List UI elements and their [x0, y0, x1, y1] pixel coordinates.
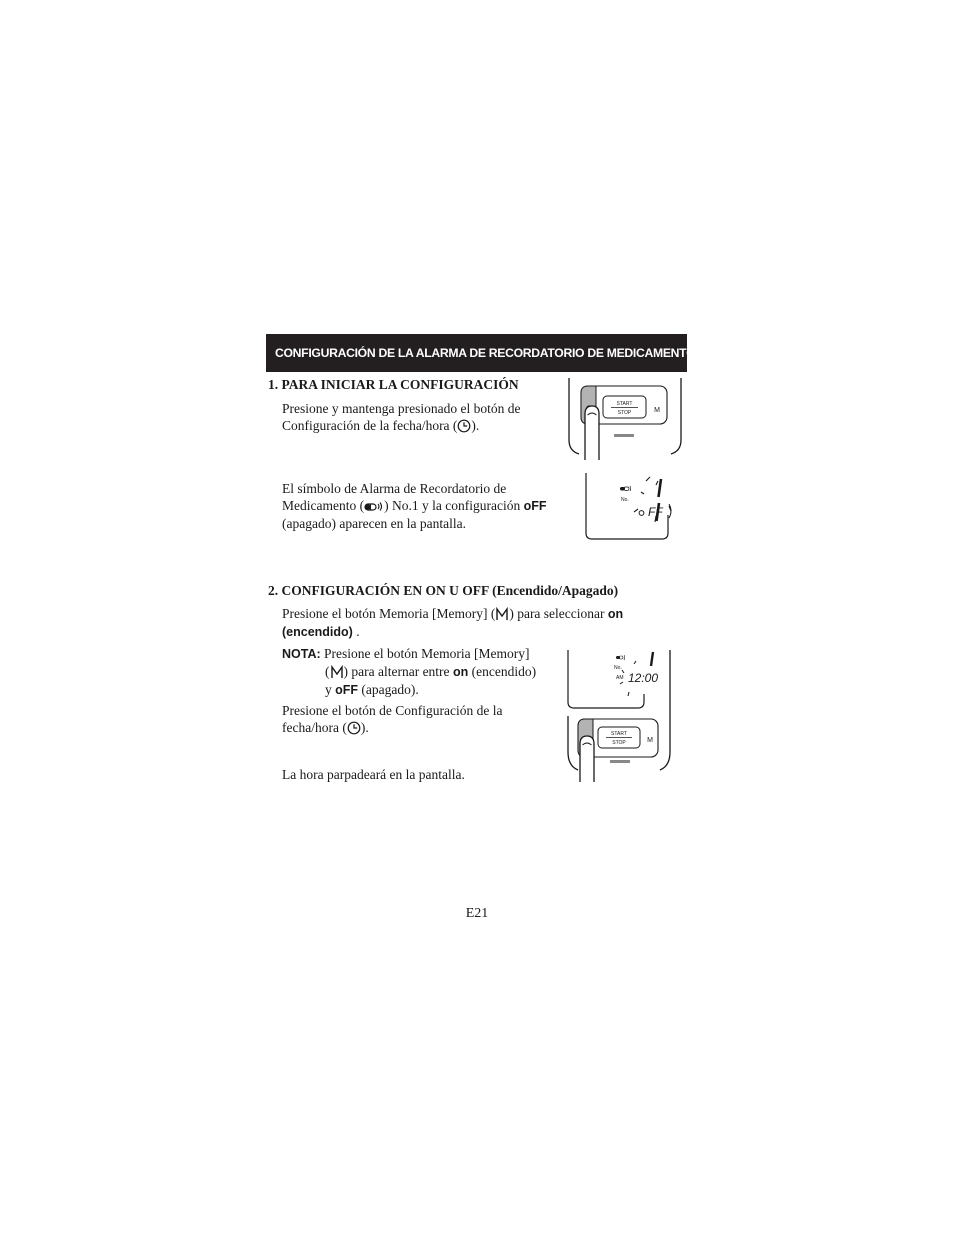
device-button-press-figure-1: [565, 378, 685, 460]
display-time-text: 12:00: [628, 671, 659, 685]
clock-icon: [457, 419, 471, 433]
step2-heading: 2. CONFIGURACIÓN EN ON U OFF (Encendido/Apagado): [268, 583, 619, 598]
memory-m-icon: [330, 665, 344, 679]
am-label: AM: [616, 675, 624, 681]
time-blink-text: La hora parpadeará en la pantalla.: [282, 767, 465, 782]
memory-m-icon: [495, 607, 509, 621]
display-figure-off: [584, 473, 676, 541]
note-line2: ( ) para alternar entre on (encendido): [325, 664, 537, 679]
step1-p1-line1: Presione y mantenga presionado el botón de: [282, 401, 521, 416]
page-number: E21: [465, 906, 489, 921]
note-label: NOTA:: [282, 647, 321, 661]
step2-note: [282, 645, 536, 699]
clock-icon: [347, 721, 361, 735]
display-off-text: FF: [648, 505, 663, 519]
note-line1: NOTA: Presione el botón Memoria [Memory]: [282, 646, 530, 661]
step1-p2-line3: (apagado) aparecen en la pantalla.: [282, 516, 467, 531]
note-line3: y oFF (apagado).: [325, 682, 419, 697]
off-setting-text: oFF: [523, 499, 547, 513]
step1-paragraph1: [282, 400, 520, 434]
start-label: START: [616, 401, 633, 407]
step2-paragraph3: [282, 766, 465, 783]
step1-paragraph2: [282, 480, 547, 532]
medication-alarm-icon: [364, 499, 384, 513]
section-title: CONFIGURACIÓN DE LA ALARMA DE RECORDATORIO DE MEDICAMENTO: [275, 346, 696, 360]
no-label: No.: [614, 665, 622, 671]
step1-p1-line2: Configuración de la fecha/hora ( ).: [282, 418, 480, 433]
section-title-banner: [266, 334, 696, 372]
no-label: No.: [621, 497, 629, 503]
step2-p1-line1: Presione el botón Memoria [Memory] ( ) para seleccionar on: [282, 606, 624, 621]
start-label: START: [611, 731, 627, 737]
step1-heading: 1. PARA INICIAR LA CONFIGURACIÓN: [268, 377, 519, 392]
step2-p2-line1: Presione el botón de Configuración de la: [282, 703, 503, 718]
stop-label: STOP: [617, 410, 632, 416]
device-display-time-figure: [566, 650, 674, 782]
note-on-text: on: [452, 665, 469, 679]
step2-p1-line2: (encendido) .: [282, 624, 360, 639]
step1-p2-line1: El símbolo de Alarma de Recordatorio de: [282, 481, 507, 496]
memory-button-label: M: [647, 737, 653, 744]
memory-button-label: M: [654, 407, 660, 414]
step2-paragraph1: [282, 605, 623, 641]
step1-p2-line2: Medicamento ( ) No.1 y la configuración oFF: [282, 498, 547, 513]
step2-paragraph2: [282, 702, 502, 736]
stop-label: STOP: [612, 740, 626, 746]
on-setting-text: on: [607, 607, 624, 621]
step2-p2-line2: fecha/hora ( ).: [282, 720, 369, 735]
note-off-text: oFF: [335, 683, 359, 697]
